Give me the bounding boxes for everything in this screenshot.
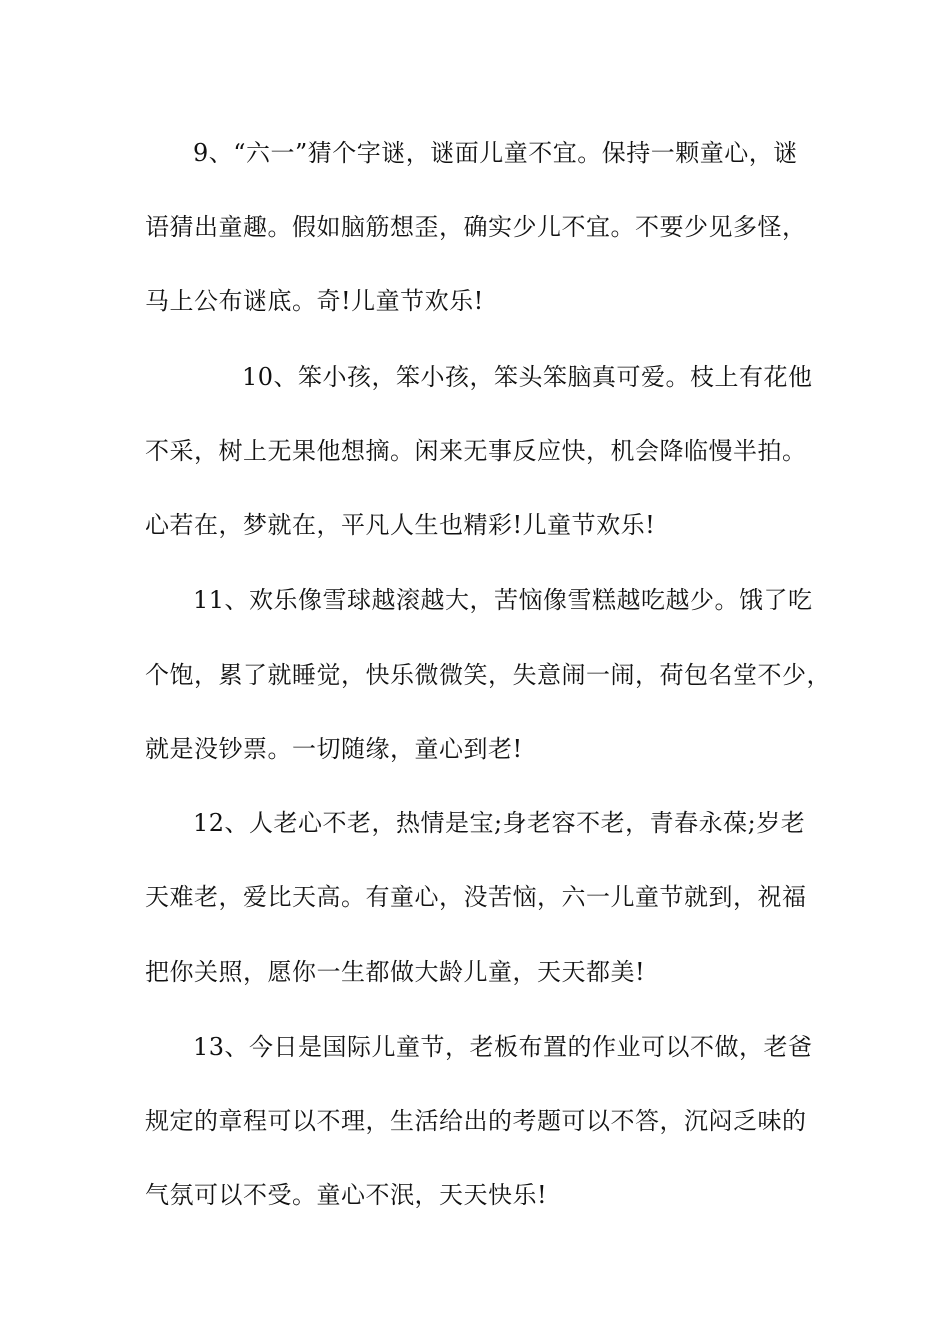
paragraph-9-line-1: 9、“六一”猜个字谜，谜面儿童不宜。保持一颗童心，谜 [193, 139, 798, 167]
paragraph-13-line-2: 规定的章程可以不理，生活给出的考题可以不答，沉闷乏味的 [145, 1107, 807, 1135]
paragraph-13-line-1: 13、今日是国际儿童节，老板布置的作业可以不做，老爸 [193, 1033, 813, 1061]
paragraph-10-line-2: 不采，树上无果他想摘。闲来无事反应快，机会降临慢半拍。 [145, 437, 807, 465]
paragraph-11-line-2: 个饱，累了就睡觉，快乐微微笑，失意闹一闹，荷包名堂不少， [145, 661, 831, 689]
paragraph-11-line-1: 11、欢乐像雪球越滚越大，苦恼像雪糕越吃越少。饿了吃 [193, 586, 813, 614]
paragraph-9-line-2: 语猜出童趣。假如脑筋想歪，确实少儿不宜。不要少见多怪， [145, 213, 807, 241]
paragraph-12-line-3: 把你关照，愿你一生都做大龄儿童，天天都美! [145, 958, 646, 986]
paragraph-10-line-1: 10、笨小孩，笨小孩，笨头笨脑真可爱。枝上有花他 [242, 363, 813, 391]
paragraph-11-line-3: 就是没钞票。一切随缘，童心到老! [145, 735, 523, 763]
paragraph-12-line-1: 12、人老心不老，热情是宝;身老容不老，青春永葆;岁老 [193, 809, 806, 837]
paragraph-10-line-3: 心若在，梦就在，平凡人生也精彩!儿童节欢乐! [145, 511, 656, 539]
paragraph-13-line-3: 气氛可以不受。童心不泯，天天快乐! [145, 1181, 548, 1209]
paragraph-12-line-2: 天难老，爱比天高。有童心，没苦恼，六一儿童节就到，祝福 [145, 883, 807, 911]
paragraph-9-line-3: 马上公布谜底。奇!儿童节欢乐! [145, 287, 484, 315]
